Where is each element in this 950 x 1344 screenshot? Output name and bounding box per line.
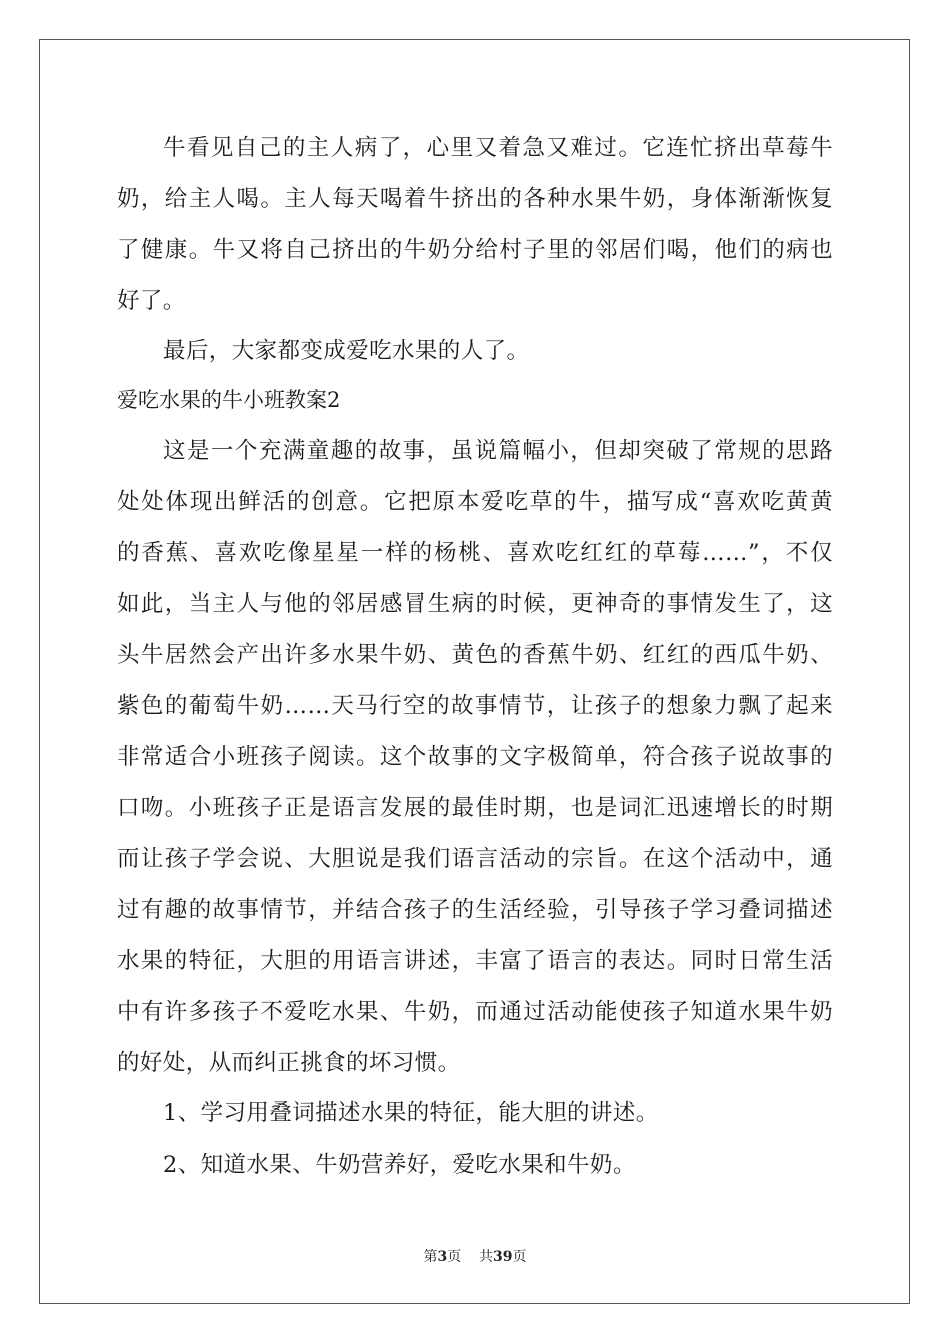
page-number: 3	[437, 1249, 448, 1265]
paragraph-line: 非常适合小班孩子阅读。这个故事的文字极简单，符合孩子说故事的	[117, 744, 833, 770]
paragraph-line: 而让孩子学会说、大胆说是我们语言活动的宗旨。在这个活动中，通	[117, 846, 833, 872]
total-pages: 39	[493, 1249, 513, 1265]
paragraph-line: 奶，给主人喝。主人每天喝着牛挤出的各种水果牛奶，身体渐渐恢复	[117, 186, 833, 212]
paragraph-line: 处处体现出鲜活的创意。它把原本爱吃草的牛，描写成“喜欢吃黄黄	[117, 489, 833, 515]
page-prefix: 第	[423, 1249, 438, 1265]
goal-item: 1、学习用叠词描述水果的特征，能大胆的讲述。	[163, 1100, 659, 1126]
paragraph-line: 的香蕉、喜欢吃像星星一样的杨桃、喜欢吃红红的草莓……”，不仅	[117, 540, 833, 566]
goal-item: 2、知道水果、牛奶营养好，爱吃水果和牛奶。	[163, 1152, 636, 1178]
total-prefix: 共	[479, 1249, 494, 1265]
paragraph-line: 口吻。小班孩子正是语言发展的最佳时期，也是词汇迅速增长的时期	[117, 795, 833, 821]
paragraph-line: 了健康。牛又将自己挤出的牛奶分给村子里的邻居们喝，他们的病也	[117, 237, 833, 263]
paragraph-line: 过有趣的故事情节，并结合孩子的生活经验，引导孩子学习叠词描述	[117, 897, 833, 923]
paragraph-line: 头牛居然会产出许多水果牛奶、黄色的香蕉牛奶、红红的西瓜牛奶、	[117, 642, 833, 668]
section-heading: 爱吃水果的牛小班教案2	[117, 388, 341, 412]
paragraph-line: 如此，当主人与他的邻居感冒生病的时候，更神奇的事情发生了，这	[117, 591, 833, 617]
paragraph-line: 中有许多孩子不爱吃水果、牛奶，而通过活动能使孩子知道水果牛奶	[117, 999, 833, 1025]
paragraph-line: 紫色的葡萄牛奶……天马行空的故事情节，让孩子的想象力飘了起来	[117, 693, 833, 719]
paragraph-text: 最后，大家都变成爱吃水果的人了。	[163, 338, 530, 364]
page-suffix: 页	[447, 1249, 462, 1265]
total-suffix: 页	[512, 1249, 527, 1265]
paragraph-line: 牛看见自己的主人病了，心里又着急又难过。它连忙挤出草莓牛	[163, 135, 833, 161]
paragraph-line: 好了。	[117, 288, 186, 314]
paragraph-line: 的好处，从而纠正挑食的坏习惯。	[117, 1050, 461, 1076]
paragraph-line: 水果的特征，大胆的用语言讲述，丰富了语言的表达。同时日常生活	[117, 948, 833, 974]
paragraph-line: 这是一个充满童趣的故事，虽说篇幅小，但却突破了常规的思路	[163, 438, 833, 464]
page-footer	[0, 1247, 950, 1267]
